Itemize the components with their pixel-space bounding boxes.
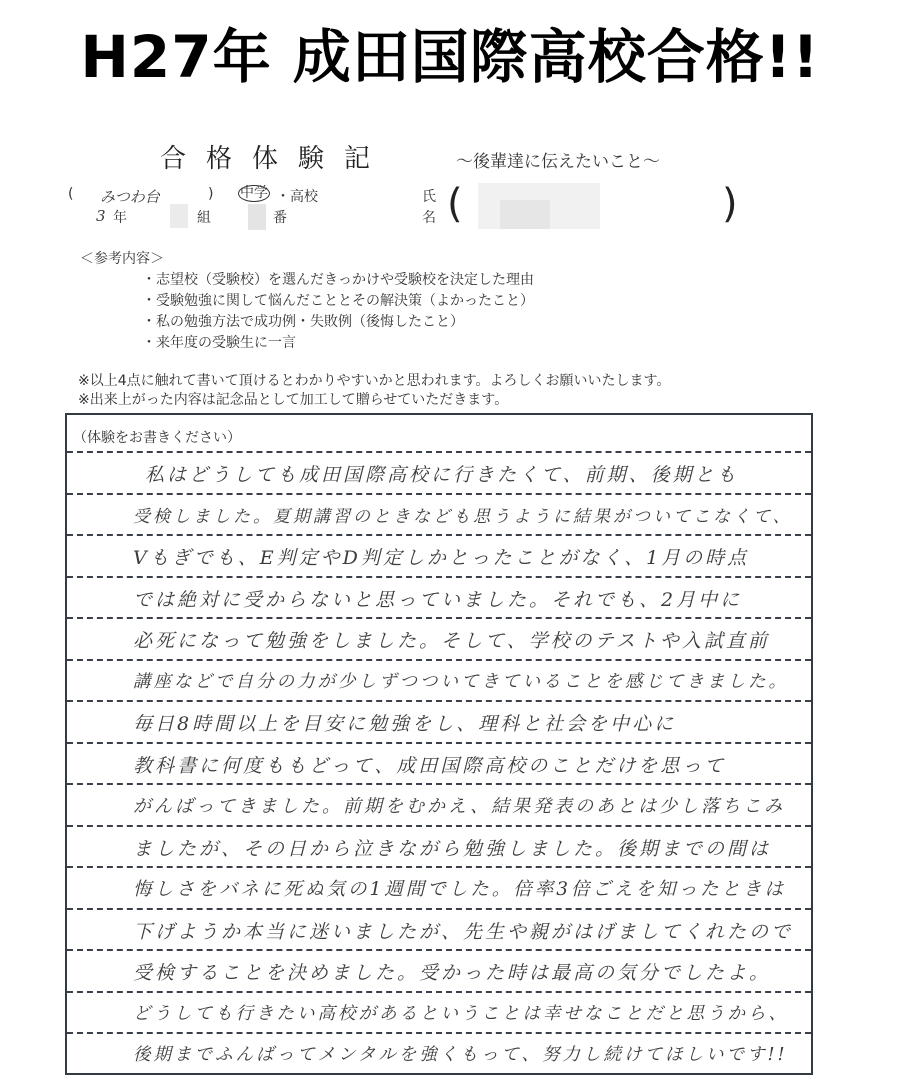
ruled-line <box>67 949 811 951</box>
form-title: 合格体験記 <box>160 144 391 174</box>
page-headline: H27年 成田国際高校合格!! <box>80 23 820 91</box>
grade-label: 年 <box>113 210 127 226</box>
ruled-line <box>67 866 811 868</box>
school-name-field: みつわ台 <box>100 188 160 206</box>
reference-item: ・志望校（受験校）を選んだきっかけや受験校を決定した理由 <box>142 272 534 288</box>
handwritten-line: 必死になって勉強をしました。そして、学校のテストや入試直前 <box>133 630 770 652</box>
handwritten-line: Vもぎでも、E判定やD判定しかとったことがなく、1月の時点 <box>133 547 750 569</box>
school-type-option-middle <box>238 185 270 202</box>
note-line: ※以上4点に触れて書いて頂けるとわかりやすいかと思われます。よろしくお願いいたします。 <box>78 373 671 389</box>
ruled-line <box>67 659 811 661</box>
handwritten-line: 講座などで自分の力が少しずつついてきていることを感じてきました。 <box>133 671 789 692</box>
handwritten-line: 毎日8時間以上を目安に勉強をし、理科と社会を中心に <box>133 713 677 735</box>
handwritten-line: がんばってきました。前期をむかえ、結果発表のあとは少し落ちこみ <box>133 796 786 817</box>
name-label-bottom: 名 <box>422 210 436 226</box>
handwritten-line: では絶対に受からないと思っていました。それでも、2月中に <box>133 588 743 611</box>
reference-item: ・受験勉強に関して悩んだこととその解決策（よかったこと） <box>142 293 534 309</box>
ruled-line <box>67 534 811 536</box>
handwritten-line: 私はどうしても成田国際高校に行きたくて、前期、後期とも <box>145 464 739 486</box>
school-close-paren: ) <box>208 186 214 202</box>
ruled-line <box>67 576 811 578</box>
essay-header: （体験をお書きください） <box>73 430 241 446</box>
school-open-paren: ( <box>68 186 74 202</box>
handwritten-line: どうしても行きたい高校があるということは幸せなことだと思うから、 <box>133 1003 789 1024</box>
number-field-redacted <box>248 204 266 230</box>
handwritten-line: 下げようか本当に迷いましたが、先生や親がはげましてくれたので <box>133 920 794 943</box>
handwritten-line: 教科書に何度ももどって、成田国際高校のことだけを思って <box>133 754 727 777</box>
ruled-line <box>67 991 811 993</box>
handwritten-line: ましたが、その日から泣きながら勉強しました。後期までの間は <box>133 837 772 860</box>
handwritten-line: 受検することを決めました。受かった時は最高の気分でしたよ。 <box>133 962 772 984</box>
notes <box>78 372 670 410</box>
handwritten-line: 受検しました。夏期講習のときなども思うように結果がついてこなくて、 <box>133 506 793 527</box>
essay-box <box>65 413 813 1075</box>
name-label-top: 氏 <box>422 189 436 205</box>
ruled-line <box>67 825 811 827</box>
circled-selection: 中学 <box>240 185 268 201</box>
ruled-line <box>67 700 811 702</box>
name-open-paren: ( <box>447 181 463 227</box>
name-field-redacted-inner <box>500 200 550 229</box>
ruled-line <box>67 493 811 495</box>
handwritten-line: 悔しさをバネに死ぬ気の1週間でした。倍率3倍ごえを知ったときは <box>133 879 787 900</box>
reference-item: ・私の勉強方法で成功例・失敗例（後悔したこと） <box>142 314 464 330</box>
reference-heading: ＜参考内容＞ <box>80 251 164 267</box>
class-label: 組 <box>197 210 211 226</box>
ruled-line <box>67 742 811 744</box>
handwritten-line: 後期までふんばってメンタルを強くもって、努力し続けてほしいです!! <box>133 1045 788 1065</box>
ruled-line <box>67 783 811 785</box>
number-label: 番 <box>273 210 287 226</box>
form-subtitle: 〜後輩達に伝えたいこと〜 <box>456 152 660 172</box>
class-field-redacted <box>170 204 188 228</box>
ruled-line <box>67 1032 811 1034</box>
note-line: ※出来上がった内容は記念品として加工して贈らせていただきます。 <box>78 392 509 408</box>
grade-field: 3 <box>96 207 106 225</box>
ruled-line <box>67 908 811 910</box>
ruled-line <box>67 451 811 453</box>
reference-item: ・来年度の受験生に一言 <box>142 335 296 351</box>
school-type-option-high: ・高校 <box>276 189 318 205</box>
name-close-paren: ) <box>722 181 738 227</box>
ruled-line <box>67 617 811 619</box>
reference-list <box>142 270 534 354</box>
